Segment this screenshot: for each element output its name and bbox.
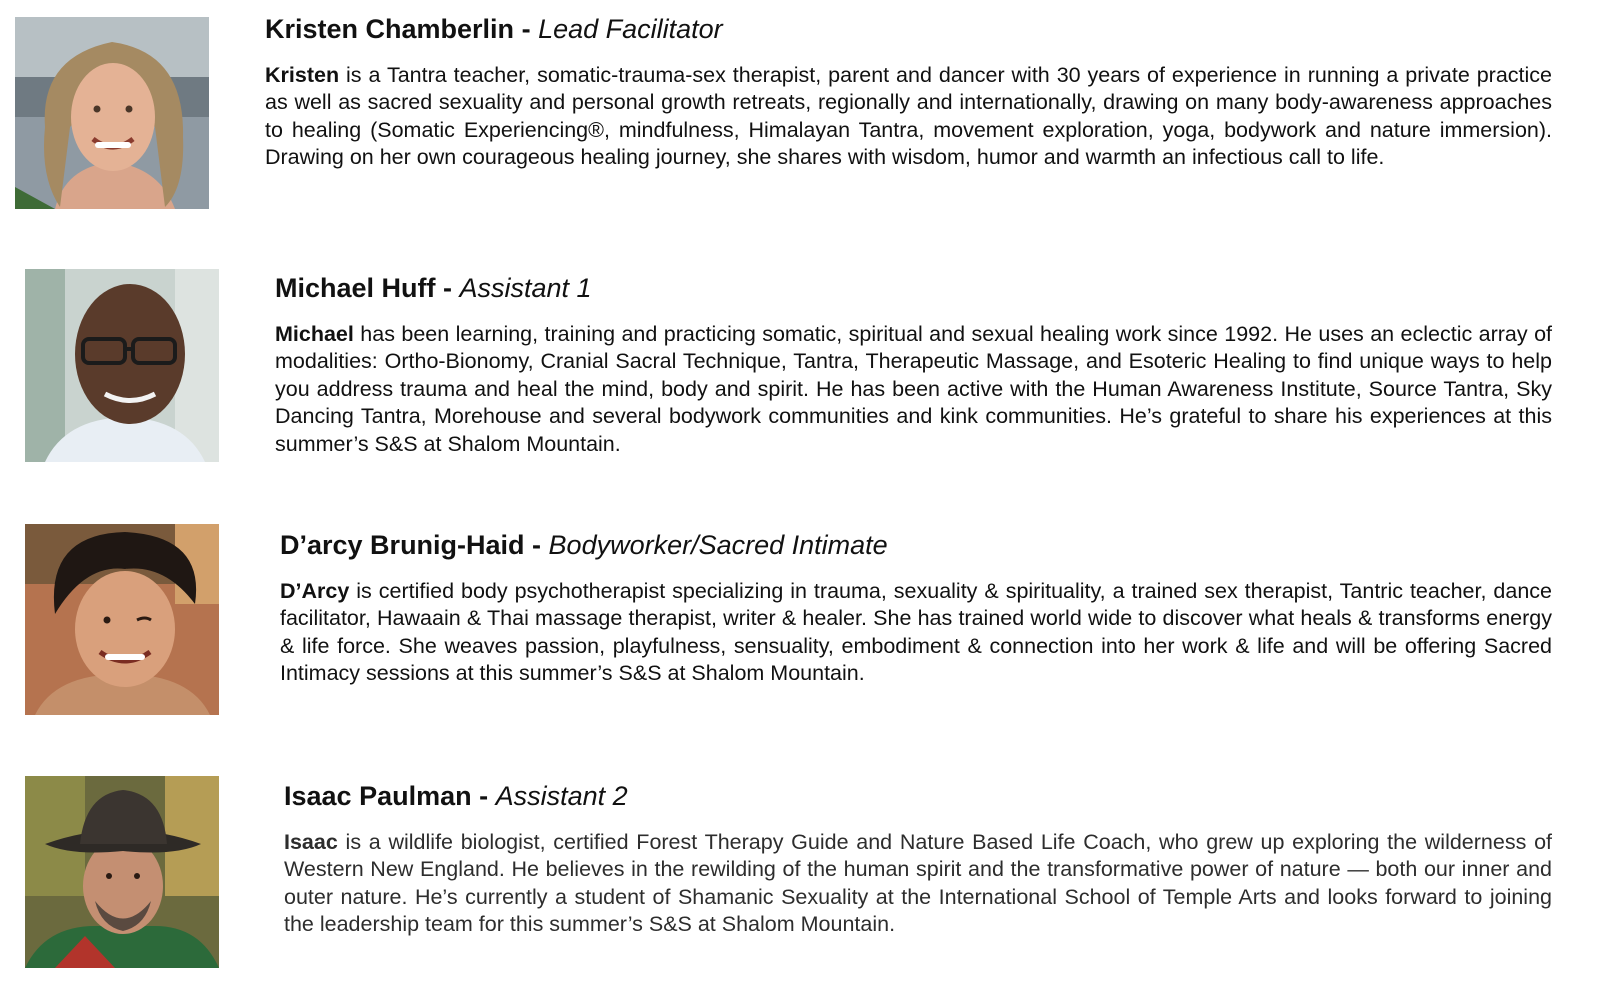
kristen-bio-rest: is a Tantra teacher, somatic-trauma-sex therapist, parent and dancer with 30 years of experience in running a private practice as well as sacred sexuality and personal growth retreats, regionally and internationally, drawing on many body-awareness approaches to healing (Somatic Experiencing®, mindfulness, Himalayan Tantra, movement exploration, yoga, bodywork and nature immersion). Drawing on her own courageous healing journey, she shares with wisdom, humor and warmth an infectious call to life. bbox=[265, 63, 1552, 170]
isaac-photo bbox=[25, 776, 219, 968]
kristen-bio-first: Kristen bbox=[265, 63, 340, 87]
kristen-photo bbox=[15, 17, 209, 209]
isaac-separator: - bbox=[471, 781, 496, 811]
darcy-name: D’arcy Brunig-Haid bbox=[280, 530, 525, 560]
michael-text bbox=[275, 271, 1552, 458]
darcy-photo bbox=[25, 524, 219, 715]
isaac-text bbox=[284, 779, 1552, 939]
michael-name: Michael Huff bbox=[275, 273, 436, 303]
isaac-bio-rest: is a wildlife biologist, certified Forest Therapy Guide and Nature Based Life Coach, who grew up exploring the wilderness of Western New England. He believes in the rewilding of the human spirit and the transformative power of nature — both our inner and outer nature. He’s currently a student of Shamanic Sexuality at the International School of Temple Arts and looks forward to joining the leadership team for this summer’s S&S at Shalom Mountain. bbox=[284, 830, 1552, 937]
michael-bio-first: Michael bbox=[275, 322, 354, 346]
darcy-bio-rest: is certified body psychotherapist specializing in trauma, sexuality & spirituality, a trained sex therapist, Tantric teacher, dance facilitator, Hawaain & Thai massage therapist, writer & healer. She has trained world wide to discover what heals & transforms energy & life force. She weaves passion, playfulness, sensuality, embodiment & connection into her work & life and will be offering Sacred Intimacy sessions at this summer’s S&S at Shalom Mountain. bbox=[280, 579, 1552, 686]
michael-heading bbox=[275, 271, 1552, 305]
kristen-heading bbox=[265, 12, 1552, 46]
kristen-bio bbox=[265, 62, 1552, 172]
michael-bio bbox=[275, 321, 1552, 458]
isaac-heading bbox=[284, 779, 1552, 813]
michael-bio-rest: has been learning, training and practicing somatic, spiritual and sexual healing work since 1992. He uses an eclectic array of modalities: Ortho-Bionomy, Cranial Sacral Technique, Tantra, Therapeutic Massage, and Esoteric Healing to find unique ways to help you address trauma and heal the mind, body and spirit. He has been active with the Human Awareness Institute, Source Tantra, Sky Dancing Tantra, Morehouse and several bodywork communities and kink communities. He’s grateful to share his experiences at this summer’s S&S at Shalom Mountain. bbox=[275, 322, 1552, 456]
isaac-role: Assistant 2 bbox=[495, 781, 628, 811]
darcy-heading bbox=[280, 528, 1552, 562]
darcy-bio-first: D’Arcy bbox=[280, 579, 350, 603]
isaac-bio-first: Isaac bbox=[284, 830, 338, 854]
darcy-text bbox=[280, 528, 1552, 688]
michael-separator: - bbox=[435, 273, 460, 303]
michael-photo bbox=[25, 269, 219, 462]
michael-role: Assistant 1 bbox=[459, 273, 592, 303]
isaac-bio bbox=[284, 829, 1552, 939]
darcy-bio bbox=[280, 578, 1552, 688]
darcy-separator: - bbox=[524, 530, 549, 560]
kristen-name: Kristen Chamberlin bbox=[265, 14, 515, 44]
isaac-name: Isaac Paulman bbox=[284, 781, 472, 811]
darcy-role: Bodyworker/Sacred Intimate bbox=[548, 530, 888, 560]
kristen-role: Lead Facilitator bbox=[538, 14, 723, 44]
kristen-text bbox=[265, 12, 1552, 172]
kristen-separator: - bbox=[514, 14, 539, 44]
